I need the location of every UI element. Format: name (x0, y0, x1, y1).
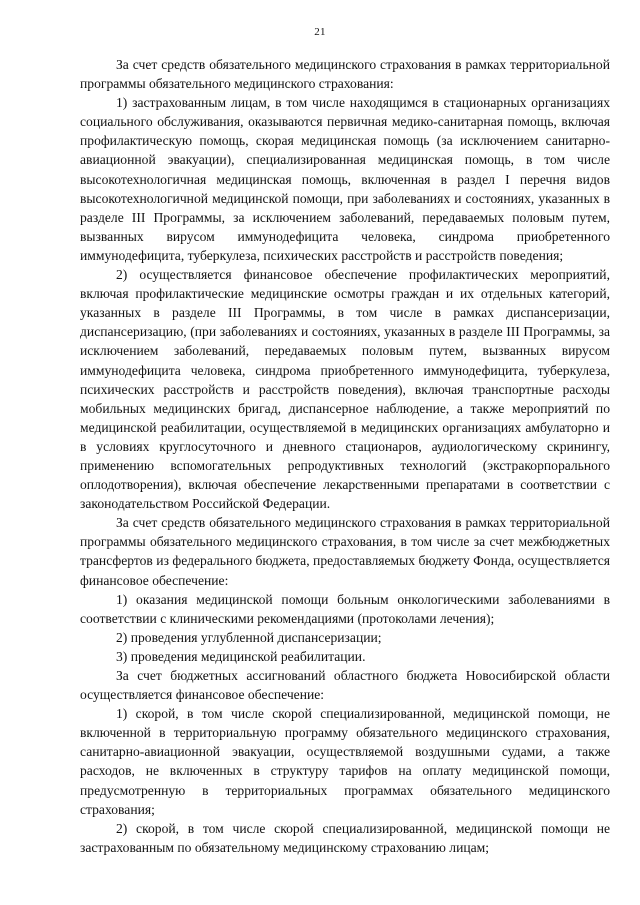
paragraph: 1) оказания медицинской помощи больным онкологическими заболеваниями в соответствии с клиническими рекомендациями (протоколами лечения); (80, 591, 610, 626)
paragraph: За счет средств обязательного медицинского страхования в рамках территориальной программы обязательного медицинского страхования: (80, 57, 610, 92)
paragraph: 2) скорой, в том числе скорой специализированной, медицинской помощи не застрахованным по обязательному медицинскому страхованию лицам; (80, 820, 610, 855)
document-body (80, 55, 610, 857)
paragraph: За счет средств обязательного медицинского страхования в рамках территориальной программы обязательного медицинского страхования, в том числе за счет межбюджетных трансфертов из федерального бюджета, предоставляемых бюджету Фонда, осуществляется финансовое обеспечение: (80, 515, 610, 588)
paragraph: 1) скорой, в том числе скорой специализированной, медицинской помощи, не включенной в территориальную программу обязательного медицинского страхования, санитарно-авиационной эвакуации, осуществляемой воздушными судами, а также расходов, не включенных в структуру тарифов на оплату медицинской помощи, предусмотренную в территориальных программах обязательного медицинского страхования; (80, 706, 610, 817)
paragraph: За счет бюджетных ассигнований областного бюджета Новосибирской области осуществляется финансовое обеспечение: (80, 668, 610, 703)
page-number: 21 (314, 26, 326, 38)
paragraph: 2) осуществляется финансовое обеспечение профилактических мероприятий, включая профилактические медицинские осмотры граждан и их отдельных категорий, указанных в разделе III Программы, в том числе в рамках диспансеризации, диспансеризацию, (при заболеваниях и состояниях, указанных в разделе III Программы, за исключением заболеваний, передаваемых половым путем, вызванных вирусом иммунодефицита человека, синдрома приобретенного иммунодефицита, туберкулеза, психических расстройств и расстройств поведения), включая транспортные расходы мобильных медицинских бригад, диспансерное наблюдение, а также мероприятий по медицинской реабилитации, осуществляемой в медицинских организациях амбулаторно и в условиях круглосуточного и дневного стационаров, аудиологическому скринингу, применению вспомогательных репродуктивных технологий (экстракорпорального оплодотворения), включая обеспечение лекарственными препаратами в соответствии с законодательством Российской Федерации. (80, 267, 610, 512)
paragraph: 1) застрахованным лицам, в том числе находящимся в стационарных организациях социального обслуживания, оказываются первичная медико-санитарная помощь, включая профилактическую помощь, скорая медицинская помощь (за исключением санитарно-авиационной эвакуации), специализированная медицинская помощь, в том числе высокотехнологичная медицинская помощь, включенная в раздел I перечня видов высокотехнологичной медицинской помощи, при заболеваниях и состояниях, указанных в разделе III Программы, за исключением заболеваний, передаваемых половым путем, вызванных вирусом иммунодефицита человека, синдрома приобретенного иммунодефицита, туберкулеза, психических расстройств и расстройств поведения; (80, 95, 610, 263)
paragraph: 2) проведения углубленной диспансеризации; (116, 629, 382, 645)
paragraph: 3) проведения медицинской реабилитации. (116, 648, 366, 664)
